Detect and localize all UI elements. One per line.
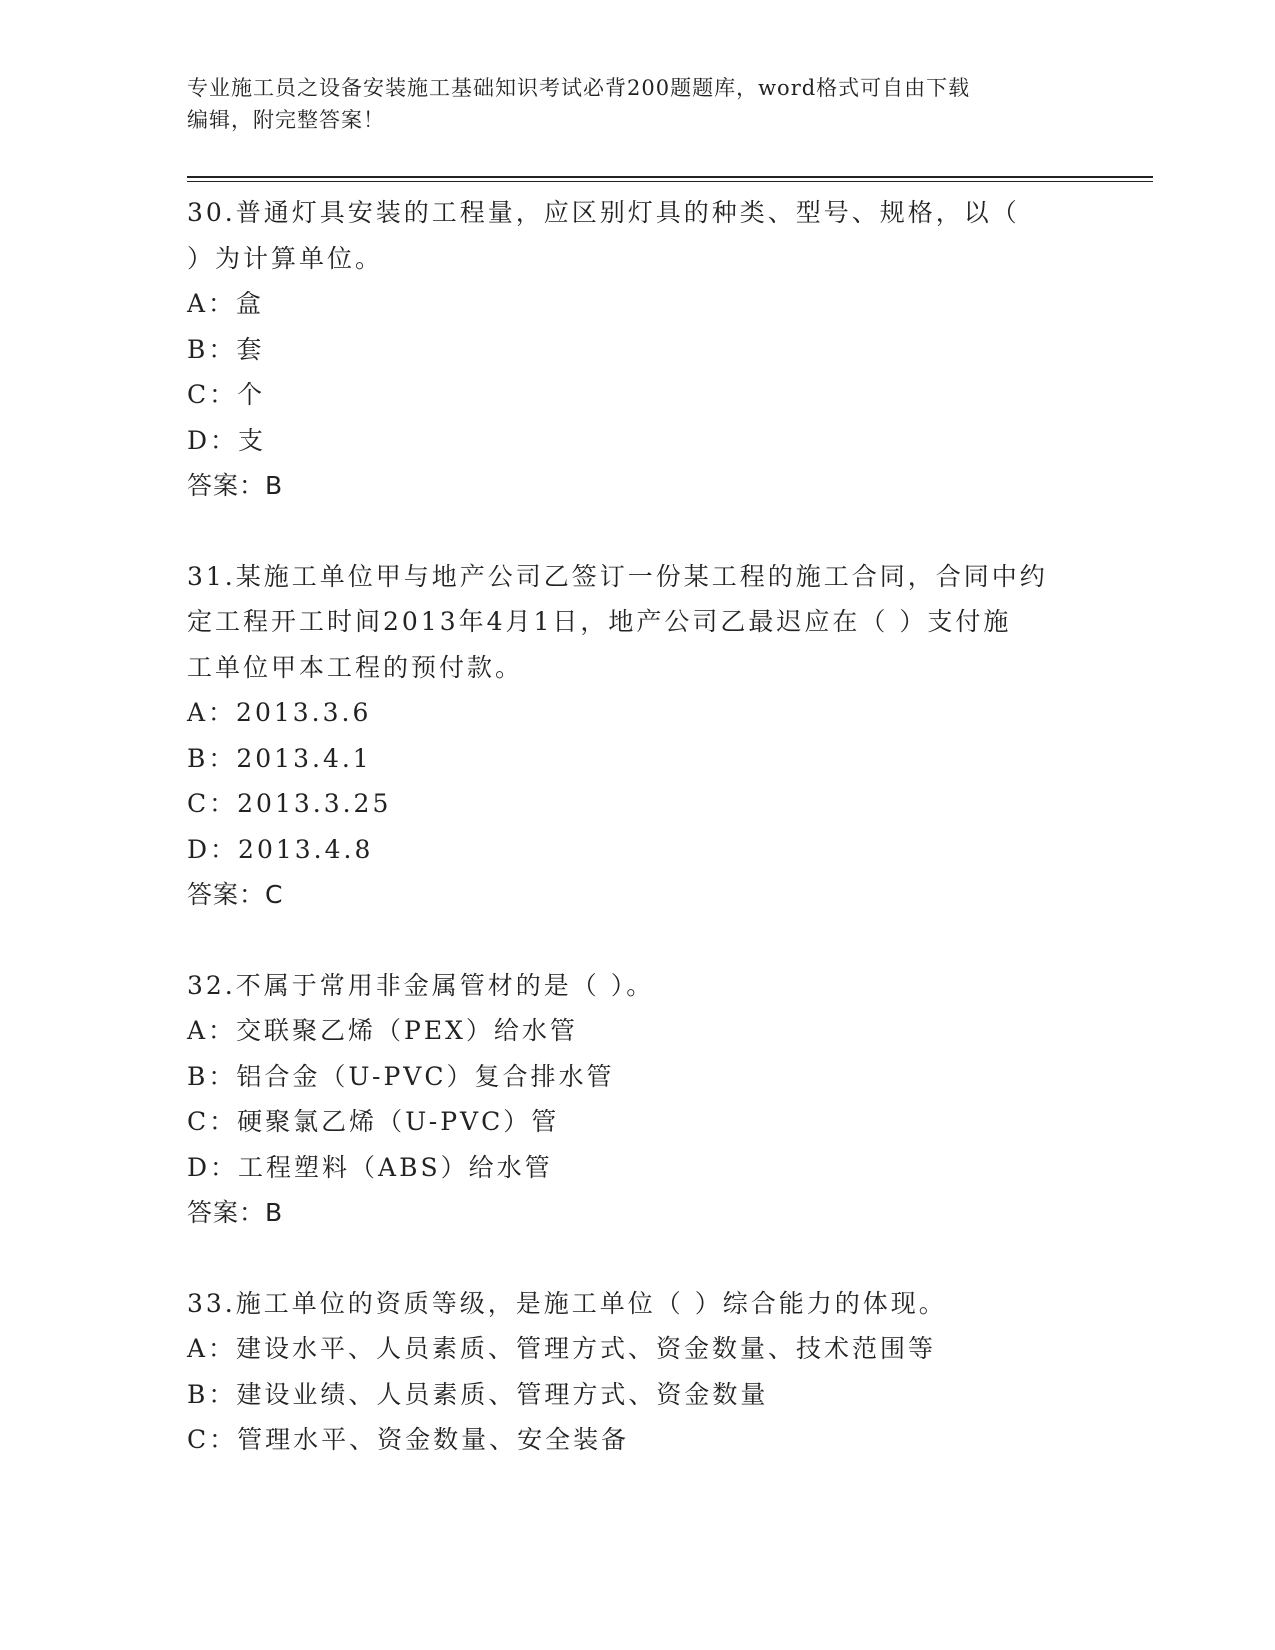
- question-text-line: 30.普通灯具安装的工程量，应区别灯具的种类、型号、规格，以（: [187, 198, 1020, 227]
- header-line-2: 编辑，附完整答案！: [187, 108, 385, 132]
- option-b: B：2013.4.1: [187, 743, 372, 773]
- question-31: [187, 554, 1087, 918]
- option-c: C：硬聚氯乙烯（U-PVC）管: [187, 1107, 560, 1136]
- question-text-line: 31.某施工单位甲与地产公司乙签订一份某工程的施工合同，合同中约: [187, 561, 1048, 591]
- option-a: A：交联聚乙烯（PEX）给水管: [187, 1016, 578, 1045]
- question-text-line: 33.施工单位的资质等级，是施工单位（ ）综合能力的体现。: [187, 1288, 947, 1318]
- option-d: D：工程塑料（ABS）给水管: [187, 1152, 553, 1182]
- option-a: A：盒: [187, 289, 265, 318]
- option-b: B：铝合金（U-PVC）复合排水管: [187, 1061, 615, 1091]
- question-33: [187, 1281, 1087, 1463]
- answer: 答案：C: [187, 880, 284, 909]
- option-b: B：建设业绩、人员素质、管理方式、资金数量: [187, 1379, 769, 1409]
- question-text-line: 定工程开工时间2013年4月1日，地产公司乙最迟应在（ ）支付施: [187, 607, 1012, 636]
- header-line-1: 专业施工员之设备安装施工基础知识考试必背200题题库，word格式可自由下载: [187, 76, 971, 100]
- question-32: [187, 963, 1087, 1236]
- header-divider-thin: [187, 181, 1153, 182]
- option-c: C：个: [187, 380, 266, 409]
- answer: 答案：B: [187, 1198, 284, 1227]
- question-text-line: 32.不属于常用非金属管材的是（ ）。: [187, 970, 655, 1000]
- header-divider-thick: [187, 176, 1153, 178]
- question-list: [187, 190, 1087, 1463]
- answer: 答案：B: [187, 471, 284, 500]
- question-text-line: ）为计算单位。: [187, 243, 384, 273]
- question-text-line: 工单位甲本工程的预付款。: [187, 652, 524, 682]
- option-c: C：管理水平、资金数量、安全装备: [187, 1425, 630, 1454]
- document-header: [187, 72, 1087, 136]
- option-c: C：2013.3.25: [187, 789, 392, 818]
- question-30: [187, 190, 1087, 509]
- option-a: A：2013.3.6: [187, 698, 372, 727]
- option-d: D：支: [187, 425, 267, 455]
- option-b: B：套: [187, 334, 265, 364]
- option-d: D：2013.4.8: [187, 834, 374, 864]
- option-a: A：建设水平、人员素质、管理方式、资金数量、技术范围等: [187, 1334, 937, 1363]
